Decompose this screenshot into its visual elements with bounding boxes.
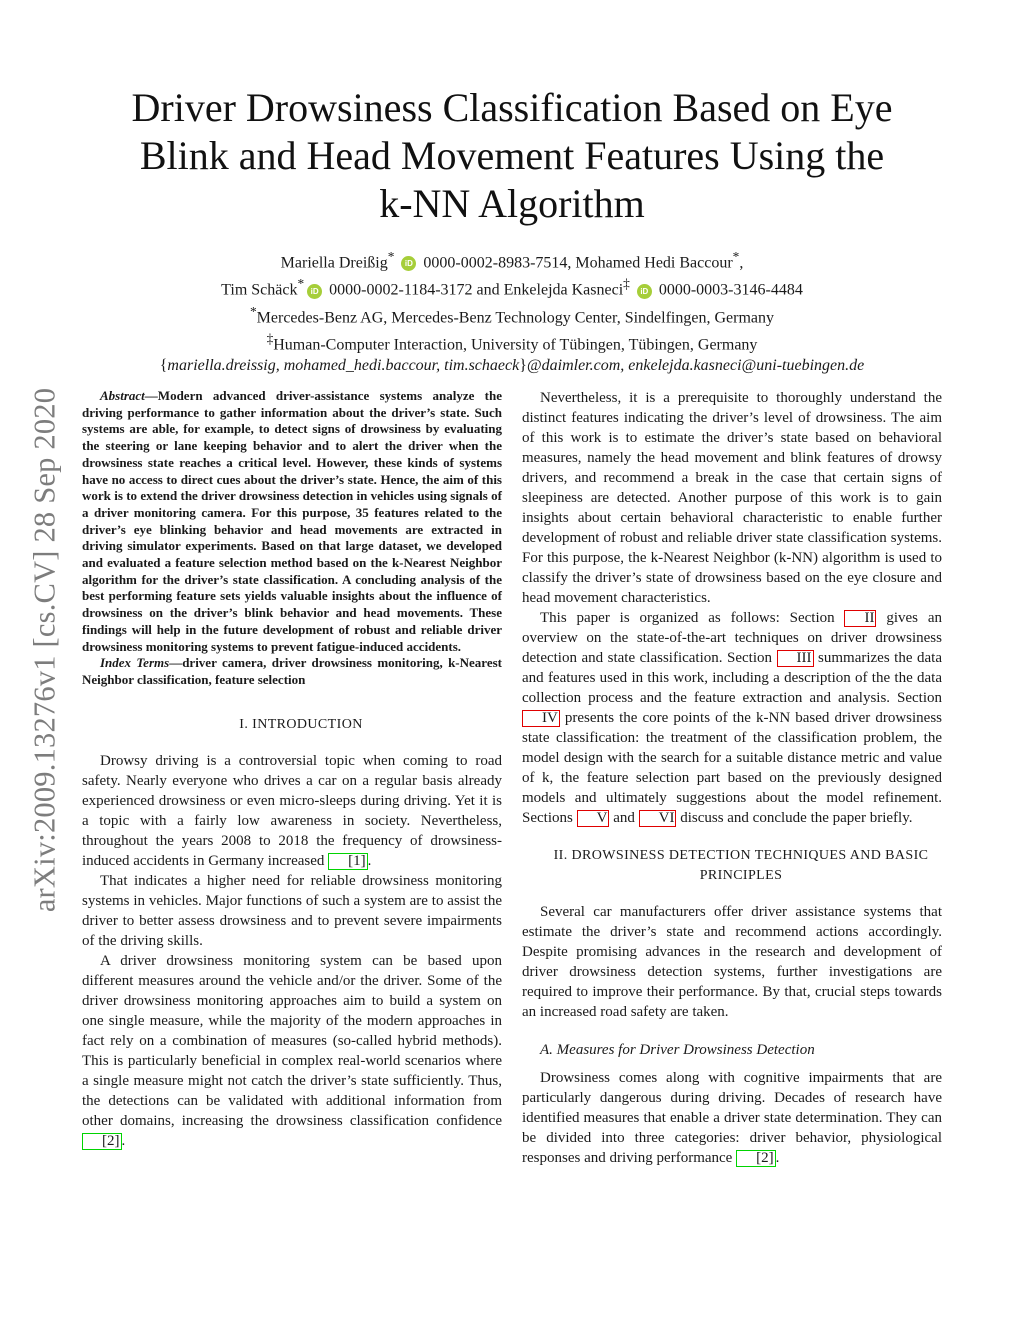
- paragraph-text: and: [609, 810, 639, 826]
- section-heading-detection: II. DROWSINESS DETECTION TECHNIQUES AND BASIC: [553, 848, 929, 863]
- paragraph: [522, 1068, 942, 1168]
- separator: ,: [739, 254, 744, 272]
- brace: {: [159, 357, 168, 375]
- paragraph: [82, 951, 502, 1151]
- paragraph-end: .: [775, 1150, 780, 1166]
- author-name: Tim Schäck: [221, 281, 298, 299]
- affiliation-mark: ‡: [623, 276, 630, 292]
- paragraph-end: .: [367, 852, 372, 869]
- author-block: [80, 246, 944, 376]
- abstract-text: —Modern advanced driver-assistance systems analyze the driving performance to gather information about the driver’s state. Such systems are able, for example, to detect signs of drowsiness by evaluating the steering or lane keeping behavior and to alert the driver when the drowsiness state reaches a critical level. However, these kinds of systems have no access to direct cues about the driver’s state. Hence, the aim of this work is to extend the driver drowsiness detection in vehicles using signals of a driver monitoring camera. For this purpose, 35 features related to the driver’s eye blinking behavior and head movements are extracted in driving simulator experiments. Based on that large dataset, we developed and evaluated a feature selection method based on the k-Nearest Neighbor algorithm for the driver’s state classification. A concluding analysis of the best performing feature sets yields valuable insights about the influence of drowsiness on the driver’s blink behavior and head movements. These findings will help in the future development of robust and reliable driver drowsiness monitoring systems to prevent fatigue-induced accidents.: [82, 388, 502, 654]
- right-column: [522, 388, 942, 1168]
- paragraph: [82, 751, 502, 871]
- paragraph-text: presents the core points of the k-NN based driver drowsiness state classification: the treatment of the classification problem, the model design with the search for a suitable distance metric and value of k, the feature selection part based on the previously designed models and ultimately suggestions about the model refinement. Sections: [522, 710, 942, 826]
- paragraph-text: gives an overview on the state-of-the-art techniques on driver drowsiness detection and state classification. Section: [522, 610, 942, 666]
- abstract-label: Abstract: [100, 388, 145, 403]
- paragraph-text: discuss and conclude the paper briefly.: [676, 810, 913, 826]
- subsection-heading: A. Measures for Driver Drowsiness Detection: [540, 1042, 815, 1058]
- left-column: [82, 388, 502, 1151]
- affiliation-mark: *: [732, 249, 740, 264]
- conjunction: and: [476, 281, 500, 299]
- paragraph: Nevertheless, it is a prerequisite to thoroughly understand the distinct features indicating the driver’s level of drowsiness. The aim of this work is to estimate the driver’s state based on behavioral measures, namely the head movement and blink features of drowsy drivers, and recommend a break in the case that certain signs of sleepiness are detected. Another purpose of this work is to gain insights about certain behavioral characteristic to enable further development of robust and reliable driver state classification systems. For this purpose, the k-Nearest Neighbor (k-NN) algorithm is used to classify the driver’s state of drowsiness based on the eye closure and head movement characteristics.: [522, 390, 942, 606]
- section-link[interactable]: II: [844, 610, 876, 627]
- paper-title: [100, 84, 924, 228]
- paragraph-text: summarizes the data and features used in this work, including a description of the the data collection process and the feature extraction and analysis. Section: [522, 650, 942, 706]
- affiliation-text: Human-Computer Interaction, University of Tübingen, Tübingen, Germany: [273, 336, 758, 354]
- paragraph-text: This paper is organized as follows: Section: [540, 610, 845, 626]
- paragraph-end: .: [121, 1132, 126, 1149]
- paragraph-text: A driver drowsiness monitoring system can be based upon different measures around the vehicle and/or the driver. Some of the driver drowsiness monitoring approaches aim to build a system on one single measure, while the majority of the modern approaches in fact rely on a combination of measures (so-called hybrid methods). This is particularly beneficial in complex real-world scenarios where a single measure might not catch the driver’s state sufficiently. Thus, the detections can be validated with additional information from other domains, increasing the drowsiness classification confidence: [82, 952, 502, 1129]
- affiliation-mark: ‡: [266, 330, 274, 346]
- paragraph-text: Drowsiness comes along with cognitive impairments that are particularly dangerous during driving. Decades of research have identified measures that enable a driver state determination. They can be divided into three categories: driver behavior, physiological responses and driving performance: [522, 1070, 942, 1166]
- affiliation-1: [80, 301, 944, 328]
- section-heading-detection-cont: PRINCIPLES: [699, 868, 783, 883]
- orcid-icon[interactable]: iD: [307, 284, 322, 299]
- index-terms-label: Index Terms: [100, 655, 170, 671]
- affiliation-mark: *: [387, 249, 395, 264]
- citation-link[interactable]: [2]: [82, 1133, 122, 1150]
- author-name: Mariella Dreißig: [280, 254, 388, 272]
- section-link[interactable]: VI: [639, 810, 677, 827]
- orcid-id: 0000-0002-8983-7514,: [423, 254, 572, 272]
- index-terms-text: —driver camera, driver drowsiness monitoring, k-Nearest Neighbor classification, feature selection: [82, 655, 502, 687]
- affiliation-2: [80, 328, 944, 355]
- arxiv-identifier: arXiv:2009.13276v1 [cs.CV] 28 Sep 2020: [27, 387, 62, 913]
- orcid-id: 0000-0003-3146-4484: [658, 281, 803, 299]
- section-link[interactable]: III: [777, 650, 814, 667]
- affiliation-mark: *: [297, 276, 305, 292]
- author-line-1: [80, 246, 944, 273]
- citation-link[interactable]: [1]: [328, 853, 368, 870]
- paragraph-text: Drowsy driving is a controversial topic when coming to road safety. Nearly everyone who drives a car on a regular basis already experienced drowsiness or even micro-sleeps during driving. Yet it is a topic with a fairly low awareness in society. Nevertheless, throughout the years 2008 to 2018 the frequency of drowsiness-induced accidents in Germany increased: [82, 752, 502, 869]
- section-link[interactable]: V: [577, 810, 610, 827]
- orcid-icon[interactable]: iD: [637, 284, 652, 299]
- section-link[interactable]: IV: [522, 710, 560, 727]
- abstract: [82, 388, 502, 655]
- email-line: [80, 355, 944, 376]
- author-name: Mohamed Hedi Baccour: [575, 254, 733, 272]
- section-heading-introduction: I. INTRODUCTION: [239, 716, 363, 732]
- title-line: Blink and Head Movement Features Using the: [139, 133, 885, 178]
- index-terms: [82, 655, 502, 688]
- affiliation-mark: *: [250, 303, 257, 319]
- email-names: mariella.dreissig, mohamed_hedi.baccour, tim.schaeck: [167, 357, 520, 375]
- paragraph: Several car manufacturers offer driver assistance systems that estimate the driver’s state and recommend actions accordingly. Despite promising advances in the research and development of driver drowsiness detection systems, further investigations are required to improve their performance. By that, crucial steps towards an increased road safety are taken.: [522, 904, 942, 1020]
- orcid-id: 0000-0002-1184-3172: [329, 281, 473, 299]
- title-line: k-NN Algorithm: [379, 181, 645, 226]
- paragraph: [522, 608, 942, 828]
- arxiv-sidebar: [22, 350, 68, 950]
- author-name: Enkelejda Kasneci: [503, 281, 624, 299]
- brace: }: [519, 357, 527, 375]
- email-domains: @daimler.com, enkelejda.kasneci@uni-tuebingen.de: [526, 357, 865, 375]
- affiliation-text: Mercedes-Benz AG, Mercedes-Benz Technology Center, Sindelfingen, Germany: [256, 308, 774, 326]
- author-line-2: [80, 273, 944, 300]
- citation-link[interactable]: [2]: [736, 1150, 776, 1167]
- paragraph: That indicates a higher need for reliable drowsiness monitoring systems in vehicles. Major functions of such a system are to assist the driver to better assess drowsiness and to prevent severe impairments of the driving skills.: [82, 872, 502, 949]
- orcid-icon[interactable]: iD: [401, 256, 416, 271]
- title-line: Driver Drowsiness Classification Based on Eye: [131, 85, 893, 130]
